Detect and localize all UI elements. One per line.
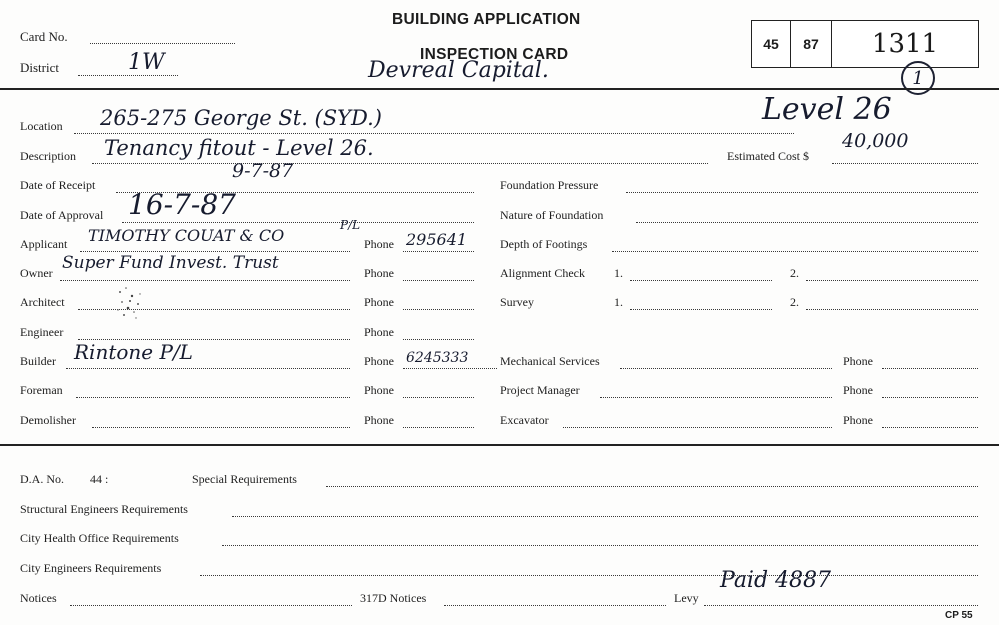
structural-engineers-field[interactable]	[232, 516, 978, 517]
builder-phone-label: Phone	[364, 354, 394, 368]
lower-divider	[0, 444, 999, 446]
owner-value: Super Fund Invest. Trust	[62, 253, 279, 273]
excavator-phone-label: Phone	[843, 413, 873, 427]
foundation-pressure-label: Foundation Pressure	[500, 178, 599, 192]
foreman-field[interactable]	[76, 397, 350, 398]
survey-option-1: 1.	[614, 295, 623, 309]
project-manager-phone-label: Phone	[843, 383, 873, 397]
owner-field[interactable]	[60, 280, 350, 281]
excavator-field[interactable]	[563, 427, 832, 428]
district-label: District	[20, 60, 59, 75]
notices-317d-label: 317D Notices	[360, 591, 427, 605]
applicant-phone-label: Phone	[364, 237, 394, 251]
mechanical-services-field[interactable]	[620, 368, 832, 369]
foundation-pressure-field[interactable]	[626, 192, 978, 193]
builder-field[interactable]	[66, 368, 350, 369]
card-no-field[interactable]	[90, 43, 235, 44]
owner-phone-field[interactable]	[403, 280, 474, 281]
alignment-check-label: Alignment Check	[500, 266, 585, 280]
demolisher-label: Demolisher	[20, 413, 76, 427]
special-requirements-label: Special Requirements	[192, 472, 297, 486]
city-engineers-label: City Engineers Requirements	[20, 561, 162, 575]
builder-phone-value: 6245333	[406, 350, 469, 366]
header-divider	[0, 88, 999, 90]
builder-label: Builder	[20, 354, 56, 368]
engineer-phone-field[interactable]	[403, 339, 474, 340]
da-no-label: D.A. No.	[20, 472, 64, 486]
date-of-receipt-value: 9-7-87	[232, 160, 294, 182]
date-of-approval-field[interactable]	[122, 222, 474, 223]
project-manager-label: Project Manager	[500, 383, 580, 397]
owner-phone-label: Phone	[364, 266, 394, 280]
levy-value: Paid 4887	[720, 568, 832, 593]
estimated-cost-value: 40,000	[842, 130, 909, 152]
card-no-label: Card No.	[20, 29, 68, 44]
location-label: Location	[20, 119, 63, 133]
architect-phone-field[interactable]	[403, 309, 474, 310]
builder-phone-field[interactable]	[403, 368, 497, 369]
city-health-label: City Health Office Requirements	[20, 531, 179, 545]
alignment-check-field-1[interactable]	[630, 280, 772, 281]
description-field[interactable]	[92, 163, 708, 164]
applicant-suffix: P/L	[340, 218, 361, 232]
architect-label: Architect	[20, 295, 65, 309]
special-requirements-field[interactable]	[326, 486, 978, 487]
alignment-check-option-1: 1.	[614, 266, 623, 280]
survey-field-1[interactable]	[630, 309, 772, 310]
depth-of-footings-field[interactable]	[612, 251, 978, 252]
builder-value: Rintone P/L	[74, 340, 193, 364]
applicant-label: Applicant	[20, 237, 68, 251]
ink-smudge	[112, 282, 152, 322]
date-of-approval-label: Date of Approval	[20, 208, 104, 222]
demolisher-phone-label: Phone	[364, 413, 394, 427]
excavator-label: Excavator	[500, 413, 549, 427]
notices-field[interactable]	[70, 605, 352, 606]
owner-label: Owner	[20, 266, 53, 280]
depth-of-footings-label: Depth of Footings	[500, 237, 588, 251]
location-value: 265-275 George St. (SYD.)	[100, 106, 382, 130]
foreman-label: Foreman	[20, 383, 63, 397]
applicant-field[interactable]	[80, 251, 350, 252]
form-code: CP 55	[945, 610, 973, 621]
level-note: Level 26	[762, 92, 892, 127]
survey-field-2[interactable]	[806, 309, 978, 310]
mechanical-services-phone-label: Phone	[843, 354, 873, 368]
handwritten-header-note: Devreal Capital.	[368, 58, 549, 83]
notices-317d-field[interactable]	[444, 605, 666, 606]
project-manager-field[interactable]	[600, 397, 832, 398]
box-code-2: 87	[791, 21, 832, 67]
district-field[interactable]	[78, 75, 178, 76]
levy-field[interactable]	[704, 605, 978, 606]
circled-number: 1	[901, 61, 935, 95]
date-of-receipt-label: Date of Receipt	[20, 178, 96, 192]
title-building-application: BUILDING APPLICATION	[392, 11, 581, 28]
city-health-field[interactable]	[222, 545, 978, 546]
structural-engineers-label: Structural Engineers Requirements	[20, 502, 188, 516]
notices-label: Notices	[20, 591, 57, 605]
nature-of-foundation-label: Nature of Foundation	[500, 208, 604, 222]
foreman-phone-label: Phone	[364, 383, 394, 397]
mechanical-services-phone-field[interactable]	[882, 368, 978, 369]
survey-option-2: 2.	[790, 295, 799, 309]
engineer-label: Engineer	[20, 325, 64, 339]
alignment-check-option-2: 2.	[790, 266, 799, 280]
architect-phone-label: Phone	[364, 295, 394, 309]
nature-of-foundation-field[interactable]	[636, 222, 978, 223]
title-inspection-card: INSPECTION CARD	[420, 46, 569, 63]
levy-label: Levy	[674, 591, 699, 605]
box-code-1: 45	[752, 21, 791, 67]
da-no-value: 44 :	[90, 472, 109, 486]
project-manager-phone-field[interactable]	[882, 397, 978, 398]
excavator-phone-field[interactable]	[882, 427, 978, 428]
location-field[interactable]	[74, 133, 794, 134]
card-number-box	[751, 20, 979, 68]
description-label: Description	[20, 149, 76, 163]
foreman-phone-field[interactable]	[403, 397, 474, 398]
applicant-phone-value: 295641	[406, 230, 468, 249]
description-value: Tenancy fitout - Level 26.	[104, 136, 374, 160]
alignment-check-field-2[interactable]	[806, 280, 978, 281]
applicant-phone-field[interactable]	[403, 251, 474, 252]
applicant-value: TIMOTHY COUAT & CO	[88, 226, 285, 245]
mechanical-services-label: Mechanical Services	[500, 354, 600, 368]
city-engineers-field[interactable]	[200, 575, 978, 576]
card-number: 1311	[871, 29, 939, 59]
estimated-cost-field[interactable]	[832, 163, 978, 164]
demolisher-phone-field[interactable]	[403, 427, 474, 428]
district-value: 1W	[128, 50, 165, 75]
engineer-phone-label: Phone	[364, 325, 394, 339]
survey-label: Survey	[500, 295, 534, 309]
date-of-approval-value: 16-7-87	[128, 188, 236, 221]
demolisher-field[interactable]	[92, 427, 350, 428]
estimated-cost-label: Estimated Cost $	[727, 149, 809, 163]
